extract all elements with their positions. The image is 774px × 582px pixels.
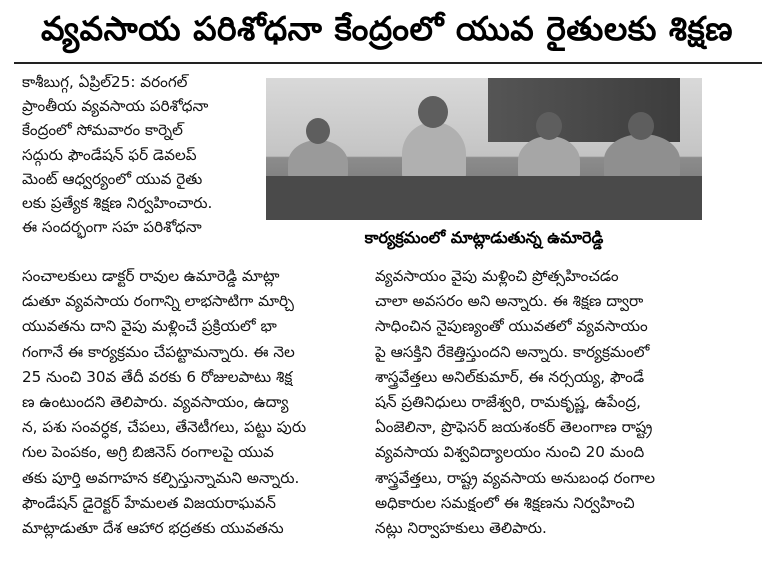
- text-line: సంచాలకులు డాక్టర్ రావుల ఉమారెడ్డి మాట్లా: [22, 267, 280, 285]
- photo-person-head: [628, 112, 654, 140]
- text-line: కాశీబుగ్గ, ఏప్రిల్25: వరంగల్: [22, 73, 188, 91]
- text-line: తకు పూర్తి అవగాహన కల్పిస్తున్నామని అన్నారు.: [22, 468, 300, 487]
- text-line: ఏంజెలినా, ప్రొఫెసర్ జయశంకర్ తెలంగాణ రాష్ట్ర: [375, 418, 653, 437]
- photo-person-head: [418, 96, 448, 128]
- text-line: సద్గురు ఫౌండేషన్ ఫర్ డెవలప్: [22, 145, 197, 164]
- text-line: లకు ప్రత్యేక శిక్షణ నిర్వహించారు.: [22, 193, 213, 212]
- text-line: న, పశు సంవర్ధక, చేపలు, తేనెటీగలు, పట్టు పురు: [22, 418, 307, 437]
- text-line: ఫౌండేషన్ డైరెక్టర్ హేమలత విజయరాఘవన్: [22, 493, 276, 512]
- text-line: ఈ సందర్భంగా సహ పరిశోధనా: [22, 218, 202, 237]
- photo-table: [266, 176, 702, 220]
- photo-person-head: [536, 112, 562, 140]
- text-line: షన్ ప్రతినిధులు రాజేశ్వరి, రామకృష్ణ, ఉపేంద్ర,: [375, 392, 641, 411]
- text-line: అధికారుల సమక్షంలో ఈ శిక్షణను నిర్వహించి: [375, 493, 635, 512]
- text-line: వ్యవసాయ విశ్వవిద్యాలయం నుంచి 20 మంది: [375, 443, 645, 462]
- text-line: సాధించిన నైపుణ్యంతో యువతలో వ్యవసాయం: [375, 317, 648, 336]
- article-photo: [266, 78, 702, 220]
- text-line: డుతూ వ్యవసాయ రంగాన్ని లాభసాటిగా మార్చి: [22, 292, 294, 311]
- text-line: యువతను దాని వైపు మళ్లించే ప్రక్రియలో భా: [22, 317, 277, 336]
- text-line: 25 నుంచి 30వ తేదీ వరకు 6 రోజులపాటు శిక్ష: [22, 367, 293, 386]
- text-line: ప్రాంతీయ వ్యవసాయ పరిశోధనా: [22, 97, 209, 116]
- photo-caption: కార్యక్రమంలో మాట్లాడుతున్న ఉమారెడ్డి: [364, 227, 604, 247]
- article-headline: వ్యవసాయ పరిశోధనా కేంద్రంలో యువ రైతులకు శిక్షణ: [40, 8, 734, 48]
- text-line: మెంట్ ఆధ్వర్యంలో యువ రైతు: [22, 169, 203, 188]
- headline-rule: [14, 62, 762, 64]
- text-line: శాస్త్రవేత్తలు అనిల్‌కుమార్, ఈ నర్సయ్య, ఫౌండే: [375, 367, 645, 386]
- text-line: వ్యవసాయం వైపు మళ్లించి ప్రోత్సహించడం: [375, 267, 619, 285]
- text-line: పై ఆసక్తిని రేకెత్తిస్తుందని అన్నారు. కార్యక్రమంలో: [375, 342, 650, 361]
- photo-person-head: [306, 118, 330, 144]
- article-column-left-top: [22, 70, 260, 239]
- text-line: గుల పెంపకం, అగ్రి బిజినెస్ రంగాలపై యువ: [22, 443, 274, 462]
- article-column-left-bottom: [22, 264, 364, 541]
- text-line: మాట్లాడుతూ దేశ ఆహార భద్రతకు యువతను: [22, 518, 284, 537]
- text-line: ణ ఉంటుందని తెలిపారు. వ్యవసాయం, ఉద్యా: [22, 392, 289, 411]
- text-line: గంగానే ఈ కార్యక్రమం చేపట్టామన్నారు. ఈ నెల: [22, 342, 295, 361]
- text-line: చాలా అవసరం అని అన్నారు. ఈ శిక్షణ ద్వారా: [375, 292, 644, 311]
- text-line: కేంద్రంలో సోమవారం కార్నెల్: [22, 121, 183, 140]
- text-line: నట్లు నిర్వాహకులు తెలిపారు.: [375, 518, 547, 537]
- text-line: శాస్త్రవేత్తలు, రాష్ట్ర వ్యవసాయ అనుబంధ రంగాల: [375, 468, 656, 487]
- article-column-right: [375, 264, 757, 541]
